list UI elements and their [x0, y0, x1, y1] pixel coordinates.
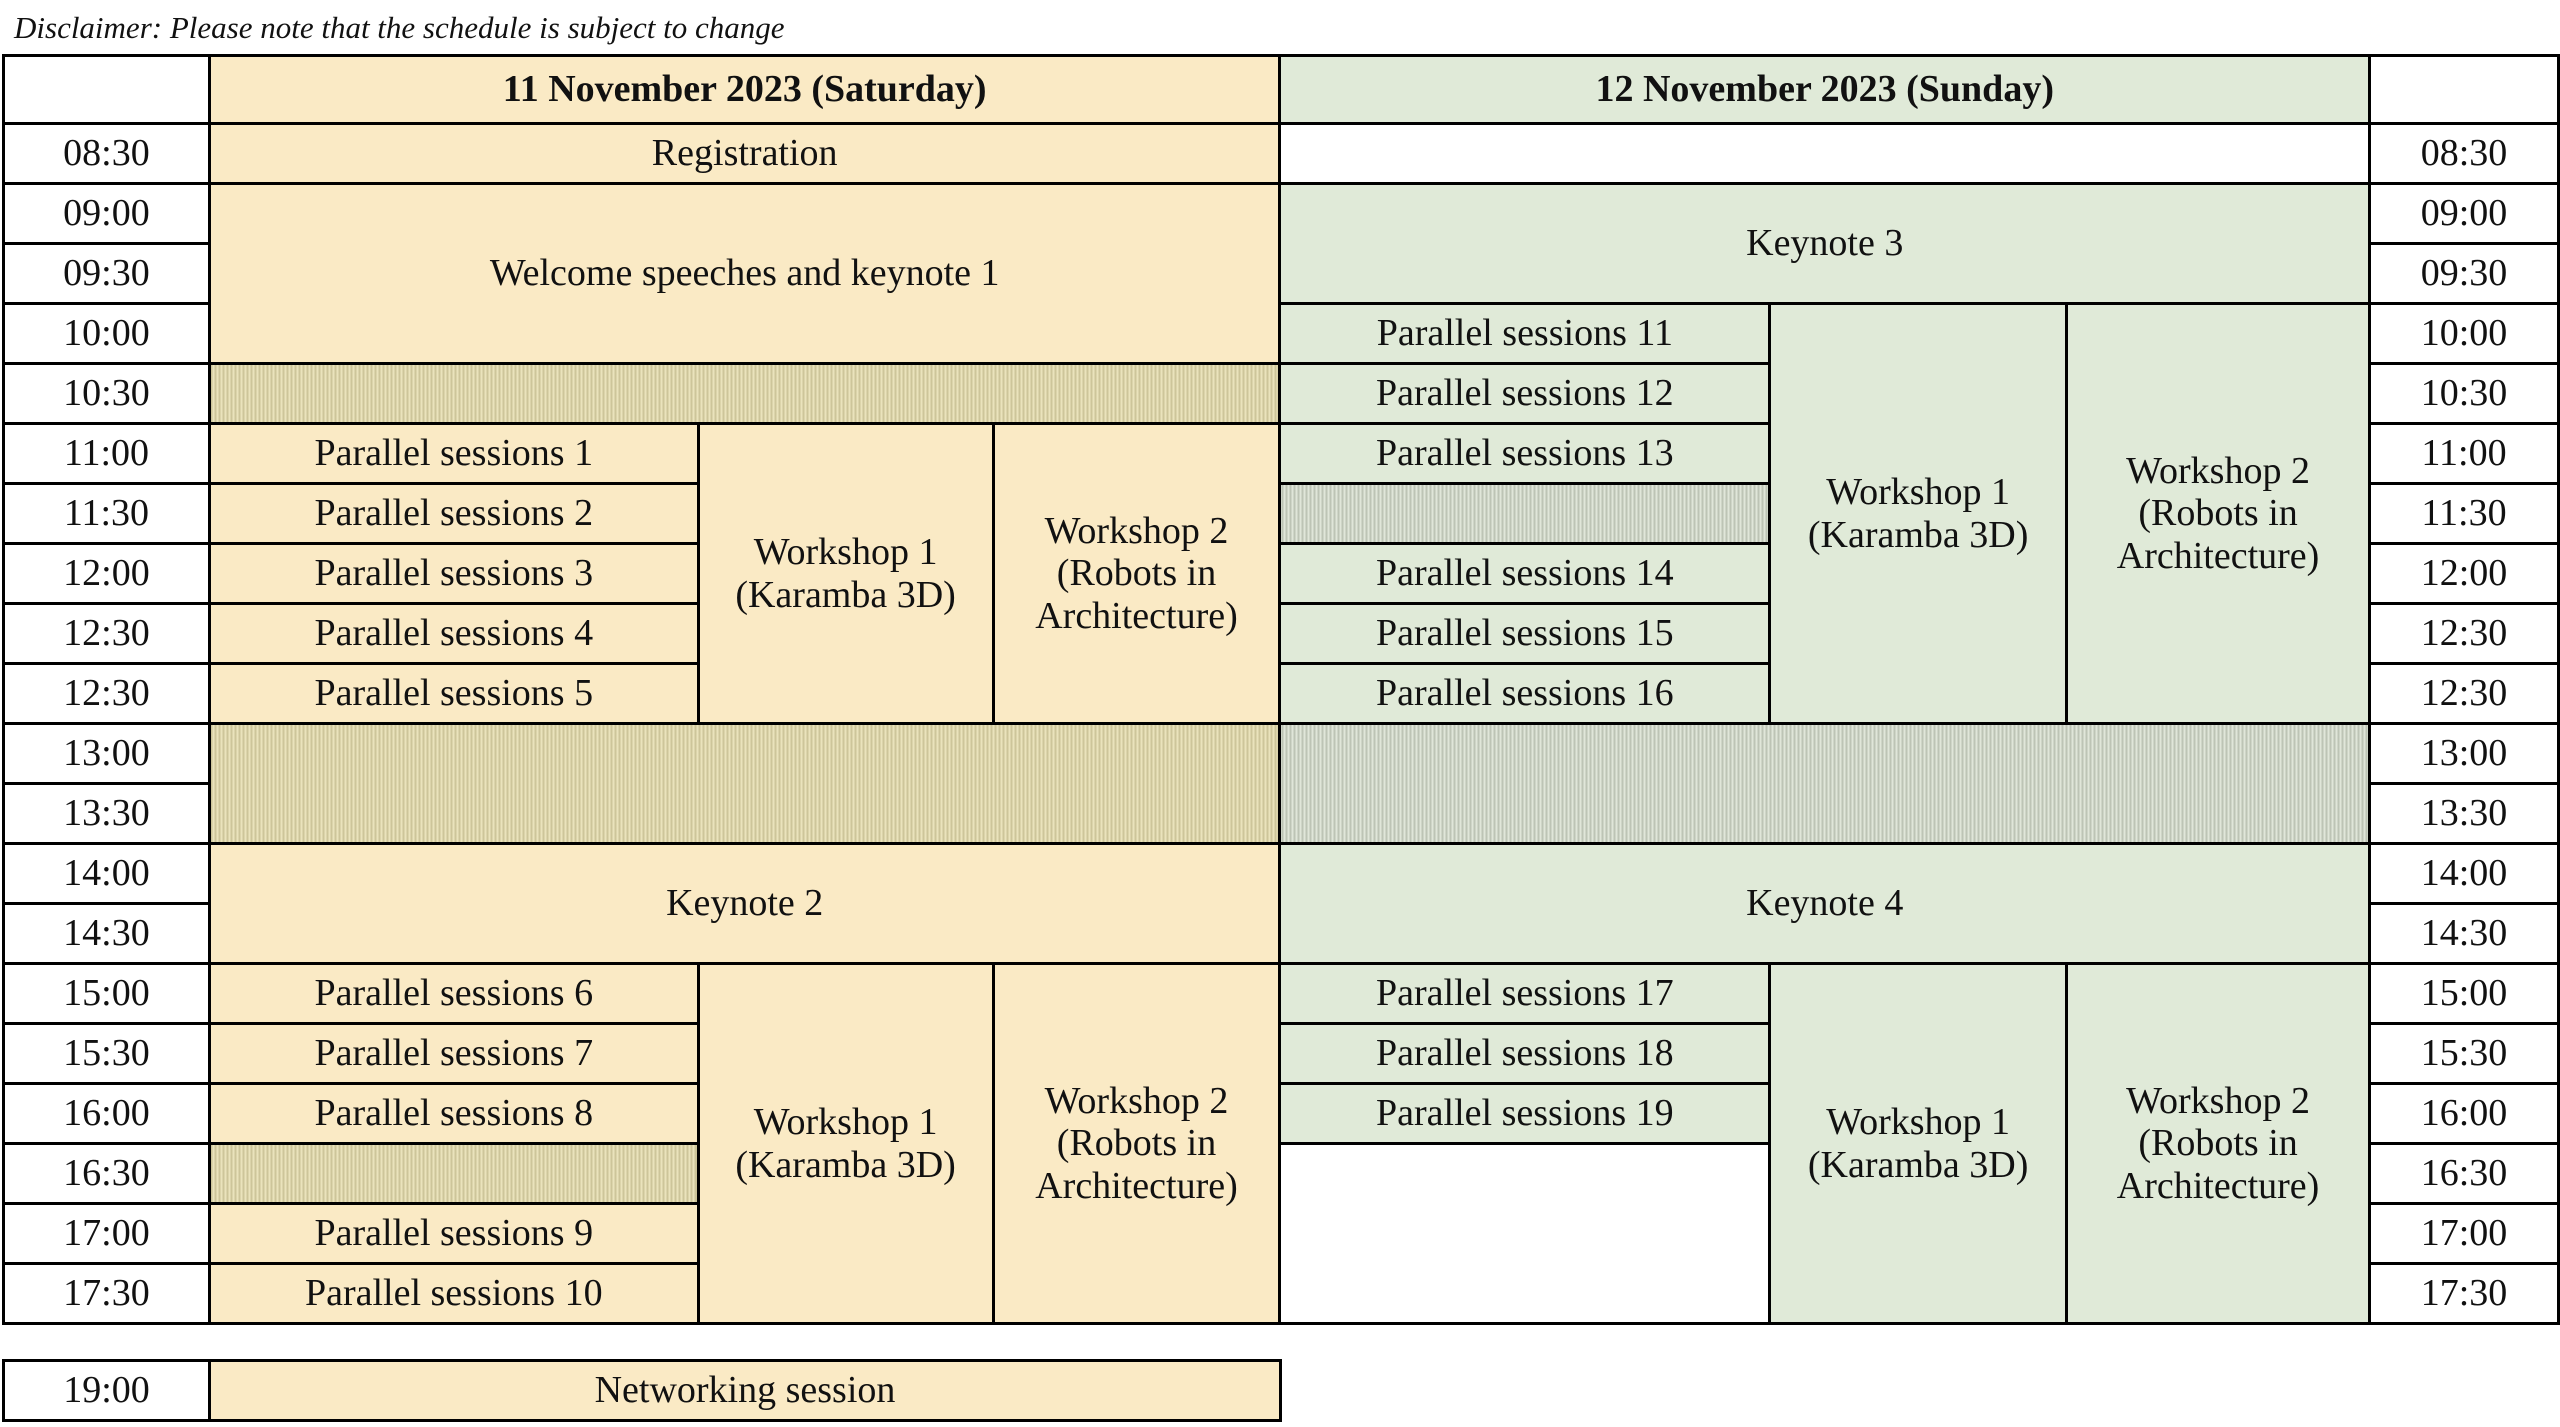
cell-parallel-8: Parallel sessions 8: [209, 1084, 698, 1144]
saturday-header: 11 November 2023 (Saturday): [209, 56, 1280, 124]
cell-keynote3: Keynote 3: [1280, 184, 2370, 304]
time-right-1030: 10:30: [2370, 364, 2559, 424]
cell-parallel-15: Parallel sessions 15: [1280, 604, 1770, 664]
cell-sunday-0830-empty: [1280, 124, 2370, 184]
cell-parallel-19: Parallel sessions 19: [1280, 1084, 1770, 1144]
table-row: [4, 724, 2559, 784]
time-right-1300: 13:00: [2370, 724, 2559, 784]
cell-sun-workshop1-morning: Workshop 1 (Karamba 3D): [1770, 304, 2067, 724]
cell-sun-workshop2-morning: Workshop 2 (Robots in Architecture): [2067, 304, 2370, 724]
corner-cell-right: [2370, 56, 2559, 124]
time-right-0830: 08:30: [2370, 124, 2559, 184]
time-left-1730: 17:30: [4, 1264, 210, 1324]
cell-welcome-keynote1: Welcome speeches and keynote 1: [209, 184, 1280, 364]
cell-sat-lunch-break: [209, 724, 1280, 844]
table-row: [4, 844, 2559, 904]
time-right-1130: 11:30: [2370, 484, 2559, 544]
cell-parallel-11: Parallel sessions 11: [1280, 304, 1770, 364]
cell-sun-workshop1-afternoon: Workshop 1 (Karamba 3D): [1770, 964, 2067, 1324]
schedule-table: [2, 54, 2560, 1325]
cell-sun-late-empty: [1280, 1144, 1770, 1324]
cell-parallel-5: Parallel sessions 5: [209, 664, 698, 724]
time-left-0930: 09:30: [4, 244, 210, 304]
cell-parallel-12: Parallel sessions 12: [1280, 364, 1770, 424]
cell-sun-workshop2-afternoon: Workshop 2 (Robots in Architecture): [2067, 964, 2370, 1324]
time-right-1700: 17:00: [2370, 1204, 2559, 1264]
cell-parallel-2: Parallel sessions 2: [209, 484, 698, 544]
cell-sat-break-1630: [209, 1144, 698, 1204]
time-right-1530: 15:30: [2370, 1024, 2559, 1084]
time-left-0830: 08:30: [4, 124, 210, 184]
time-left-1430: 14:30: [4, 904, 210, 964]
time-left-1330: 13:30: [4, 784, 210, 844]
time-left-1400: 14:00: [4, 844, 210, 904]
time-left-1530: 15:30: [4, 1024, 210, 1084]
cell-parallel-10: Parallel sessions 10: [209, 1264, 698, 1324]
disclaimer-text: Disclaimer: Please note that the schedule is subject to change: [14, 10, 785, 45]
evening-table: [2, 1359, 1282, 1422]
table-row: [4, 56, 2559, 124]
table-row: [4, 184, 2559, 244]
cell-sun-break-1130: [1280, 484, 1770, 544]
time-left-1200: 12:00: [4, 544, 210, 604]
cell-sat-workshop2-afternoon: Workshop 2 (Robots in Architecture): [993, 964, 1280, 1324]
cell-sat-workshop1-afternoon: Workshop 1 (Karamba 3D): [698, 964, 993, 1324]
time-left-1630: 16:30: [4, 1144, 210, 1204]
time-right-0900: 09:00: [2370, 184, 2559, 244]
time-left-1230a: 12:30: [4, 604, 210, 664]
time-right-1600: 16:00: [2370, 1084, 2559, 1144]
time-left-1300: 13:00: [4, 724, 210, 784]
cell-sun-lunch-break: [1280, 724, 2370, 844]
time-left-1130: 11:30: [4, 484, 210, 544]
cell-parallel-3: Parallel sessions 3: [209, 544, 698, 604]
time-left-1600: 16:00: [4, 1084, 210, 1144]
time-right-1230b: 12:30: [2370, 664, 2559, 724]
corner-cell-left: [4, 56, 210, 124]
cell-parallel-14: Parallel sessions 14: [1280, 544, 1770, 604]
cell-parallel-7: Parallel sessions 7: [209, 1024, 698, 1084]
cell-parallel-18: Parallel sessions 18: [1280, 1024, 1770, 1084]
time-left-1230b: 12:30: [4, 664, 210, 724]
time-left-1500: 15:00: [4, 964, 210, 1024]
cell-sat-workshop1-morning: Workshop 1 (Karamba 3D): [698, 424, 993, 724]
time-right-1630: 16:30: [2370, 1144, 2559, 1204]
table-row: [4, 1361, 1281, 1421]
time-left-1000: 10:00: [4, 304, 210, 364]
time-right-1100: 11:00: [2370, 424, 2559, 484]
time-right-1400: 14:00: [2370, 844, 2559, 904]
time-right-1200: 12:00: [2370, 544, 2559, 604]
cell-keynote2: Keynote 2: [209, 844, 1280, 964]
table-row: [4, 124, 2559, 184]
cell-parallel-16: Parallel sessions 16: [1280, 664, 1770, 724]
sunday-header: 12 November 2023 (Sunday): [1280, 56, 2370, 124]
cell-parallel-17: Parallel sessions 17: [1280, 964, 1770, 1024]
cell-parallel-13: Parallel sessions 13: [1280, 424, 1770, 484]
time-left-1100: 11:00: [4, 424, 210, 484]
cell-parallel-4: Parallel sessions 4: [209, 604, 698, 664]
cell-parallel-9: Parallel sessions 9: [209, 1204, 698, 1264]
cell-sat-workshop2-morning: Workshop 2 (Robots in Architecture): [993, 424, 1280, 724]
cell-registration: Registration: [209, 124, 1280, 184]
time-right-1500: 15:00: [2370, 964, 2559, 1024]
cell-keynote4: Keynote 4: [1280, 844, 2370, 964]
table-row: [4, 964, 2559, 1024]
time-right-0930: 09:30: [2370, 244, 2559, 304]
time-right-1000: 10:00: [2370, 304, 2559, 364]
time-left-0900: 09:00: [4, 184, 210, 244]
time-left-1700: 17:00: [4, 1204, 210, 1264]
time-right-1330: 13:30: [2370, 784, 2559, 844]
cell-sat-break-1030: [209, 364, 1280, 424]
time-left-1900: 19:00: [4, 1361, 210, 1421]
cell-networking-session: Networking session: [210, 1361, 1281, 1421]
cell-parallel-1: Parallel sessions 1: [209, 424, 698, 484]
time-right-1430: 14:30: [2370, 904, 2559, 964]
time-right-1730: 17:30: [2370, 1264, 2559, 1324]
cell-parallel-6: Parallel sessions 6: [209, 964, 698, 1024]
time-left-1030: 10:30: [4, 364, 210, 424]
time-right-1230a: 12:30: [2370, 604, 2559, 664]
